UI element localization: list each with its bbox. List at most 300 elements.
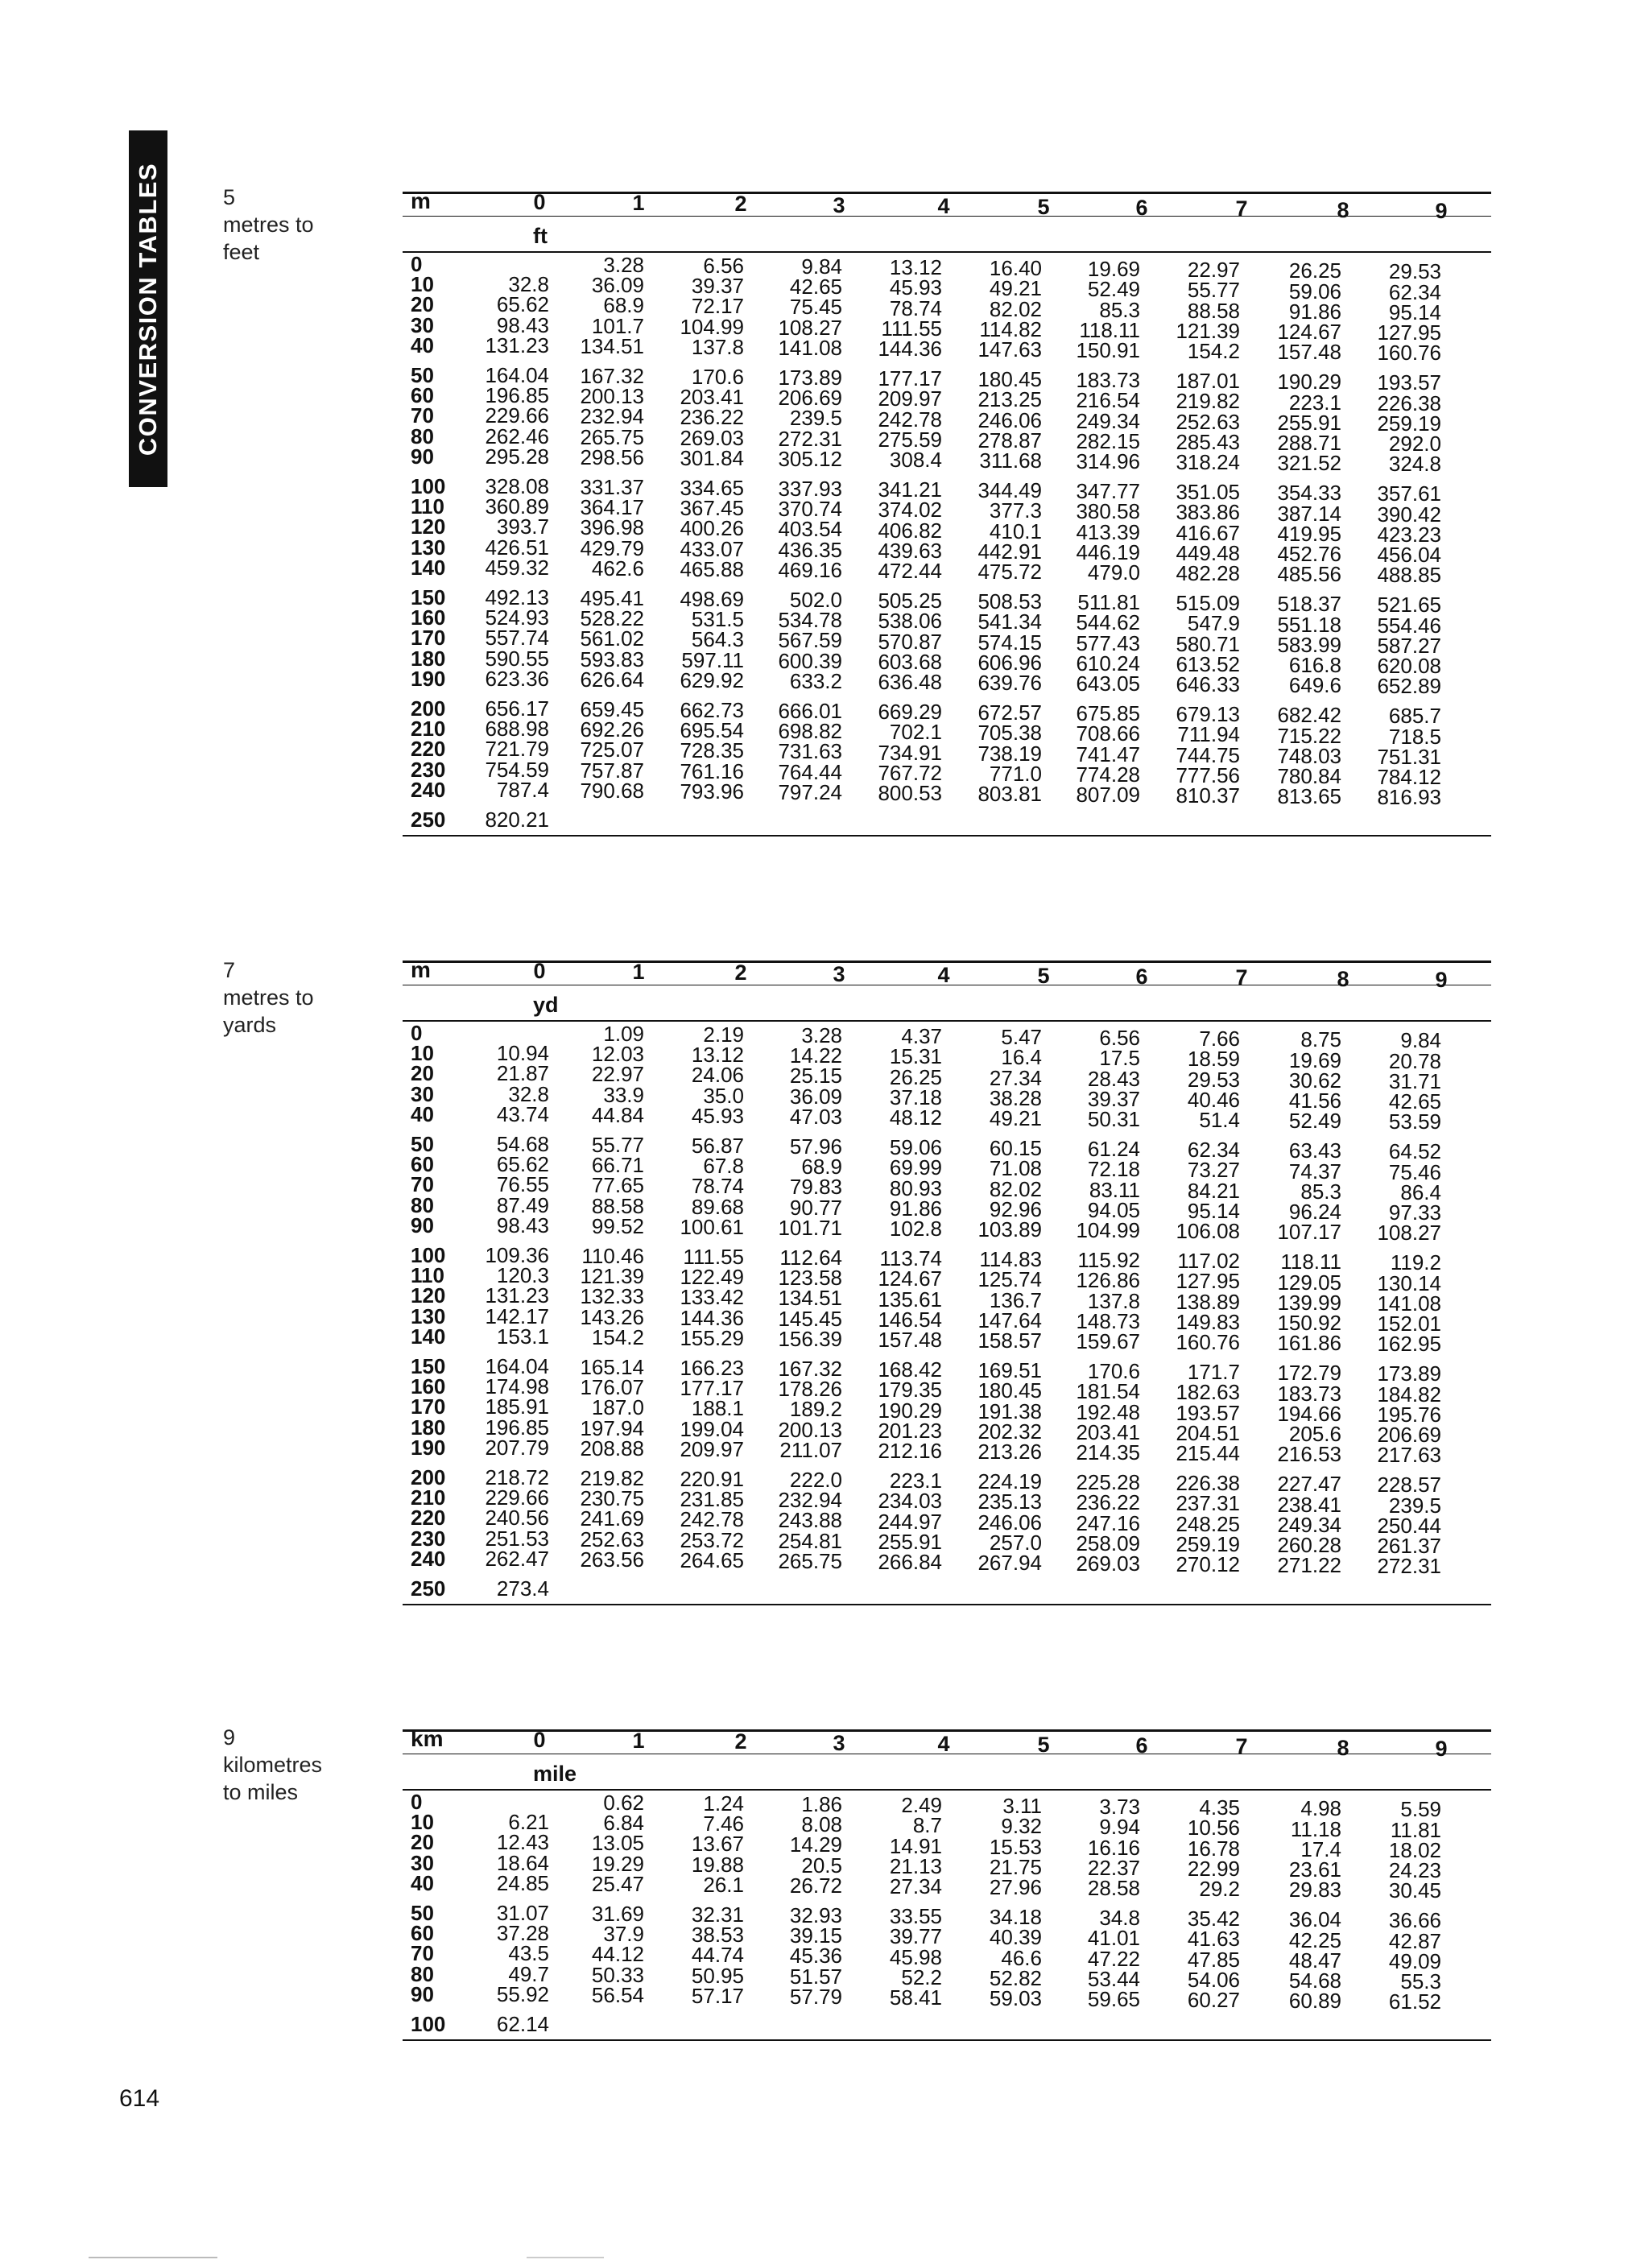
table-cell: 130.14 <box>1377 1270 1441 1295</box>
table-cell: 55.77 <box>591 1133 644 1157</box>
column-header-digit: 1 <box>632 191 645 216</box>
table-cell: 685.7 <box>1388 704 1441 729</box>
table-cell: 193.57 <box>1176 1400 1240 1425</box>
column-header-digit: 3 <box>833 961 845 986</box>
column-header-digit: 0 <box>533 190 546 214</box>
table-cell: 387.14 <box>1277 501 1341 526</box>
column-header-digit: 5 <box>1037 1733 1050 1757</box>
table-cell: 273.4 <box>496 1576 549 1601</box>
table-cell: 154.2 <box>591 1324 644 1349</box>
table-cell: 134.51 <box>580 333 644 358</box>
table-cell: 72.18 <box>1087 1157 1140 1182</box>
table-cell: 212.16 <box>878 1438 942 1463</box>
table-cell: 78.74 <box>691 1174 744 1199</box>
table-cell: 19.69 <box>1288 1047 1341 1072</box>
table-cell: 259.19 <box>1176 1531 1240 1556</box>
table-cell: 10.56 <box>1187 1816 1240 1840</box>
table-cell: 85.3 <box>1300 1179 1341 1204</box>
table-cell: 8.08 <box>801 1812 842 1837</box>
table-cell: 269.03 <box>680 425 744 450</box>
table-cell: 45.98 <box>889 1944 942 1969</box>
row-label: 60 <box>411 1921 434 1946</box>
section-tab-label: CONVERSION TABLES <box>134 162 162 456</box>
conversion-table <box>403 188 1491 840</box>
caption-line: yards <box>223 1013 277 1037</box>
table-cell: 200.13 <box>778 1417 842 1442</box>
table-cell: 505.25 <box>878 589 942 613</box>
table-cell: 258.09 <box>1076 1531 1140 1555</box>
table-cell: 36.66 <box>1388 1908 1441 1933</box>
row-label: 240 <box>411 1546 446 1571</box>
table-cell: 531.5 <box>691 607 744 632</box>
table-cell: 253.72 <box>680 1527 744 1552</box>
column-header-digit: 4 <box>937 962 950 987</box>
table-cell: 246.06 <box>977 407 1042 432</box>
column-header-digit: 1 <box>632 1729 645 1754</box>
table-cell: 288.71 <box>1277 430 1341 455</box>
table-cell: 30.62 <box>1288 1068 1341 1093</box>
table-cell: 419.95 <box>1277 521 1341 546</box>
table-cell: 498.69 <box>680 587 744 612</box>
source-unit: m <box>411 957 431 982</box>
table-cell: 544.62 <box>1076 610 1140 635</box>
table-cell: 54.68 <box>1288 1968 1341 1993</box>
table-cell: 52.49 <box>1087 277 1140 302</box>
row-label: 190 <box>411 1435 446 1460</box>
table-cell: 90.77 <box>789 1195 842 1220</box>
table-header <box>403 957 1491 993</box>
table-cell: 9.84 <box>801 254 842 279</box>
row-label: 50 <box>411 1901 434 1925</box>
table-cell: 131.23 <box>485 1283 549 1308</box>
table-cell: 160.76 <box>1176 1330 1240 1355</box>
table-cell: 4.37 <box>901 1024 942 1049</box>
table-cell: 626.64 <box>580 667 644 692</box>
table-cell: 364.17 <box>580 495 644 520</box>
table-cell: 164.04 <box>485 1354 549 1378</box>
target-unit: mile <box>533 1762 577 1786</box>
table-cell: 263.56 <box>580 1547 644 1572</box>
table-cell: 567.59 <box>778 628 842 653</box>
table-cell: 803.81 <box>977 782 1042 806</box>
table-cell: 44.74 <box>691 1943 744 1968</box>
table-cell: 173.89 <box>1377 1361 1441 1386</box>
table-cell: 218.72 <box>485 1465 549 1489</box>
table-cell: 141.08 <box>1377 1291 1441 1316</box>
table-cell: 613.52 <box>1176 651 1240 676</box>
table-cell: 33.9 <box>603 1082 644 1107</box>
table-cell: 25.15 <box>789 1064 842 1089</box>
table-cell: 26.1 <box>703 1872 744 1897</box>
column-header-digit: 3 <box>833 192 845 217</box>
row-label: 210 <box>411 717 446 742</box>
table-cell: 176.07 <box>580 1375 644 1400</box>
table-cell: 321.52 <box>1277 451 1341 476</box>
table-cell: 239.5 <box>789 406 842 431</box>
table-cell: 702.1 <box>889 720 942 745</box>
column-header-digit: 8 <box>1337 966 1349 991</box>
row-label: 20 <box>411 292 434 317</box>
table-cell: 225.28 <box>1076 1470 1140 1495</box>
table-cell: 278.87 <box>977 428 1042 452</box>
table-cell: 272.31 <box>778 426 842 451</box>
table-cell: 249.34 <box>1277 1512 1341 1537</box>
table-cell: 639.76 <box>977 671 1042 695</box>
table-caption <box>223 956 314 1039</box>
table-cell: 264.65 <box>680 1547 744 1572</box>
table-cell: 32.93 <box>789 1903 842 1928</box>
table-cell: 688.98 <box>485 717 549 742</box>
table-cell: 241.69 <box>580 1506 644 1531</box>
table-cell: 65.62 <box>496 292 549 317</box>
table-cell: 669.29 <box>878 700 942 725</box>
table-cell: 603.68 <box>878 649 942 674</box>
table-cell: 48.47 <box>1288 1948 1341 1973</box>
column-header-digit: 2 <box>734 192 747 217</box>
table-cell: 251.53 <box>485 1526 549 1551</box>
table-cell: 173.89 <box>778 366 842 390</box>
table-cell: 800.53 <box>878 780 942 805</box>
table-cell: 60.15 <box>989 1136 1042 1161</box>
table-cell: 475.72 <box>977 560 1042 584</box>
table-cell: 148.73 <box>1076 1308 1140 1333</box>
row-label: 60 <box>411 383 434 408</box>
table-cell: 266.84 <box>878 1549 942 1574</box>
table-cell: 725.07 <box>580 737 644 762</box>
table-cell: 482.28 <box>1176 561 1240 586</box>
table-cell: 201.23 <box>878 1418 942 1443</box>
table-cell: 91.86 <box>889 1196 942 1221</box>
table-cell: 135.61 <box>878 1287 942 1312</box>
table-cell: 502.0 <box>789 588 842 613</box>
table-cell: 77.65 <box>591 1173 644 1198</box>
table-cell: 787.4 <box>496 777 549 802</box>
table-cell: 49.21 <box>989 1106 1042 1130</box>
table-cell: 403.54 <box>778 517 842 542</box>
column-header-digit: 1 <box>632 960 645 985</box>
row-label: 150 <box>411 1354 446 1378</box>
table-cell: 13.12 <box>691 1043 744 1068</box>
table-cell: 518.37 <box>1277 592 1341 617</box>
table-cell: 161.86 <box>1277 1331 1341 1356</box>
table-cell: 583.99 <box>1277 632 1341 657</box>
table-cell: 20.78 <box>1388 1048 1441 1073</box>
table-cell: 187.01 <box>1176 369 1240 394</box>
table-cell: 511.81 <box>1077 590 1140 615</box>
table-cell: 267.94 <box>977 1551 1042 1575</box>
table-cell: 357.61 <box>1377 481 1441 506</box>
table-cell: 194.66 <box>1277 1401 1341 1426</box>
row-label: 130 <box>411 535 446 560</box>
row-label: 10 <box>411 1041 434 1066</box>
table-cell: 94.05 <box>1087 1197 1140 1222</box>
table-cell: 39.15 <box>789 1923 842 1948</box>
table-cell: 61.24 <box>1087 1137 1140 1162</box>
table-cell: 98.43 <box>496 312 549 337</box>
table-body <box>403 1791 1491 2044</box>
table-cell: 137.8 <box>691 334 744 359</box>
table-cell: 247.16 <box>1076 1510 1140 1535</box>
table-cell: 209.97 <box>878 386 942 411</box>
column-header-digit: 4 <box>937 193 950 218</box>
table-cell: 662.73 <box>680 698 744 723</box>
table-cell: 35.42 <box>1187 1907 1240 1931</box>
table-cell: 34.8 <box>1099 1906 1140 1931</box>
row-label: 90 <box>411 1981 434 2006</box>
table-cell: 715.22 <box>1277 723 1341 748</box>
table-cell: 224.19 <box>977 1469 1042 1494</box>
row-label: 110 <box>411 494 444 519</box>
column-header-digit: 2 <box>734 960 747 985</box>
row-label: 80 <box>411 1192 434 1217</box>
table-cell: 200.13 <box>580 384 644 409</box>
table-cell: 122.49 <box>680 1265 744 1290</box>
table-cell: 393.7 <box>496 514 549 539</box>
table-cell: 48.12 <box>889 1105 942 1130</box>
row-label: 210 <box>411 1485 446 1510</box>
table-cell: 334.65 <box>680 476 744 501</box>
table-cell: 239.5 <box>1388 1493 1441 1518</box>
table-cell: 244.97 <box>878 1509 942 1534</box>
table-cell: 49.7 <box>508 1961 549 1986</box>
row-label: 120 <box>411 514 446 539</box>
table-cell: 534.78 <box>778 608 842 633</box>
table-cell: 117.02 <box>1177 1249 1240 1274</box>
table-cell: 580.71 <box>1176 631 1240 656</box>
table-cell: 16.16 <box>1087 1835 1140 1860</box>
table-cell: 231.85 <box>680 1487 744 1512</box>
table-cell: 236.22 <box>680 405 744 430</box>
table-cell: 636.48 <box>878 669 942 694</box>
table-cell: 270.12 <box>1176 1552 1240 1577</box>
table-cell: 69.99 <box>889 1155 942 1180</box>
table-cell: 754.59 <box>485 757 549 782</box>
table-cell: 47.85 <box>1187 1947 1240 1972</box>
conversion-table <box>403 957 1491 1609</box>
table-cell: 238.41 <box>1277 1492 1341 1517</box>
table-cell: 711.94 <box>1177 722 1240 747</box>
row-label: 0 <box>411 1790 423 1814</box>
table-cell: 255.91 <box>1277 410 1341 435</box>
table-cell: 167.32 <box>778 1357 842 1382</box>
column-header-digit: 6 <box>1135 196 1148 221</box>
row-label: 140 <box>411 1324 446 1349</box>
row-label: 220 <box>411 1506 446 1531</box>
table-cell: 91.86 <box>1288 299 1341 324</box>
table-cell: 377.3 <box>989 498 1042 523</box>
table-cell: 72.17 <box>691 294 744 319</box>
row-label: 30 <box>411 1850 434 1875</box>
table-cell: 21.75 <box>989 1854 1042 1879</box>
table-cell: 42.65 <box>789 275 842 300</box>
table-cell: 390.42 <box>1377 502 1441 527</box>
table-cell: 108.27 <box>778 315 842 340</box>
section-tab <box>129 130 167 487</box>
table-cell: 282.15 <box>1076 428 1140 453</box>
table-cell: 731.63 <box>778 739 842 764</box>
row-label: 230 <box>411 1526 446 1551</box>
row-label: 220 <box>411 737 446 762</box>
table-cell: 590.55 <box>485 646 549 671</box>
table-cell: 459.32 <box>485 555 549 580</box>
row-label: 40 <box>411 333 434 357</box>
row-label: 250 <box>411 1576 446 1601</box>
table-cell: 331.37 <box>580 475 644 499</box>
column-header-digit: 0 <box>533 1728 546 1752</box>
table-cell: 577.43 <box>1076 630 1140 655</box>
table-cell: 465.88 <box>680 556 744 581</box>
table-cell: 208.88 <box>580 1436 644 1460</box>
table-cell: 439.63 <box>878 538 942 563</box>
table-cell: 557.74 <box>485 626 549 651</box>
table-cell: 351.05 <box>1176 480 1240 505</box>
row-label: 180 <box>411 646 446 671</box>
table-cell: 18.02 <box>1388 1837 1441 1862</box>
table-cell: 9.32 <box>1001 1814 1042 1839</box>
table-cell: 111.55 <box>683 1245 744 1270</box>
table-cell: 2.19 <box>703 1022 744 1047</box>
table-cell: 65.62 <box>496 1152 549 1177</box>
table-cell: 79.83 <box>789 1175 842 1200</box>
table-cell: 63.43 <box>1288 1138 1341 1163</box>
table-cell: 623.36 <box>485 666 549 691</box>
table-cell: 620.08 <box>1377 654 1441 679</box>
table-cell: 104.99 <box>1076 1218 1140 1243</box>
row-label: 200 <box>411 1465 446 1489</box>
table-cell: 155.29 <box>680 1325 744 1350</box>
column-header-digit: 9 <box>1435 967 1448 992</box>
table-cell: 249.34 <box>1076 408 1140 433</box>
source-unit: km <box>411 1726 444 1751</box>
table-cell: 35.0 <box>703 1083 744 1108</box>
table-cell: 442.91 <box>977 539 1042 564</box>
table-cell: 157.48 <box>1277 340 1341 365</box>
table-cell: 165.14 <box>580 1355 644 1379</box>
table-cell: 27.96 <box>989 1875 1042 1899</box>
table-cell: 462.6 <box>591 556 644 580</box>
table-cell: 692.26 <box>580 717 644 742</box>
column-header-digit: 5 <box>1037 195 1050 219</box>
table-cell: 50.95 <box>691 1963 744 1988</box>
table-cell: 26.25 <box>1288 258 1341 283</box>
table-cell: 36.04 <box>1288 1907 1341 1932</box>
table-cell: 37.18 <box>889 1084 942 1109</box>
table-cell: 18.64 <box>496 1850 549 1875</box>
table-cell: 232.94 <box>580 404 644 429</box>
table-bottom-rule <box>403 2039 1491 2041</box>
table-cell: 235.13 <box>977 1489 1042 1514</box>
table-cell: 43.5 <box>508 1941 549 1966</box>
column-header-digit: 4 <box>937 1731 950 1756</box>
table-cell: 59.03 <box>989 1986 1042 2010</box>
table-cell: 206.69 <box>778 386 842 411</box>
table-cell: 136.7 <box>989 1287 1042 1312</box>
table-cell: 593.83 <box>580 647 644 671</box>
table-cell: 88.58 <box>1187 298 1240 323</box>
table-cell: 37.28 <box>496 1921 549 1946</box>
table-cell: 39.77 <box>889 1924 942 1949</box>
table-cell: 131.23 <box>485 333 549 357</box>
row-label: 110 <box>411 1263 444 1288</box>
row-label: 10 <box>411 272 434 297</box>
table-cell: 748.03 <box>1277 743 1341 768</box>
table-cell: 54.06 <box>1187 1967 1240 1992</box>
column-header-digit: 6 <box>1135 965 1148 989</box>
table-cell: 19.29 <box>591 1851 644 1876</box>
table-cell: 36.09 <box>591 273 644 298</box>
table-cell: 38.28 <box>989 1085 1042 1110</box>
table-cell: 341.21 <box>878 477 942 502</box>
table-cell: 68.9 <box>603 293 644 318</box>
table-cell: 314.96 <box>1076 449 1140 474</box>
table-cell: 197.94 <box>580 1415 644 1440</box>
table-cell: 50.31 <box>1087 1107 1140 1132</box>
table-cell: 456.04 <box>1377 543 1441 568</box>
table-cell: 127.95 <box>1176 1269 1240 1294</box>
table-cell: 75.45 <box>789 295 842 320</box>
table-cell: 561.02 <box>580 626 644 651</box>
table-cell: 61.52 <box>1388 1989 1441 2014</box>
table-cell: 177.17 <box>680 1376 744 1401</box>
table-body <box>403 253 1491 840</box>
table-cell: 780.84 <box>1277 763 1341 788</box>
table-cell: 159.67 <box>1076 1329 1140 1354</box>
table-cell: 30.45 <box>1388 1878 1441 1903</box>
table-cell: 25.47 <box>591 1871 644 1896</box>
row-label: 80 <box>411 1961 434 1986</box>
table-cell: 71.08 <box>989 1156 1042 1181</box>
table-cell: 774.28 <box>1076 762 1140 787</box>
table-cell: 53.59 <box>1388 1109 1441 1134</box>
table-cell: 111.55 <box>881 316 942 341</box>
table-cell: 600.39 <box>778 648 842 673</box>
table-cell: 134.51 <box>778 1286 842 1311</box>
column-header-digit: 6 <box>1135 1733 1148 1758</box>
target-unit: ft <box>533 224 548 248</box>
target-unit-row <box>403 1762 1491 1791</box>
table-cell: 257.0 <box>989 1530 1042 1555</box>
table-cell: 446.19 <box>1076 539 1140 564</box>
table-cell: 682.42 <box>1277 703 1341 728</box>
table-cell: 21.13 <box>889 1853 942 1878</box>
table-cell: 679.13 <box>1176 702 1240 727</box>
table-cell: 232.94 <box>778 1488 842 1513</box>
row-label: 60 <box>411 1152 434 1177</box>
row-label: 250 <box>411 808 446 832</box>
table-cell: 153.1 <box>496 1324 549 1349</box>
table-cell: 34.18 <box>989 1905 1042 1930</box>
table-cell: 6.84 <box>603 1811 644 1836</box>
table-cell: 816.93 <box>1377 785 1441 810</box>
table-cell: 145.45 <box>778 1306 842 1331</box>
table-cell: 41.63 <box>1187 1927 1240 1952</box>
table-cell: 606.96 <box>977 650 1042 675</box>
table-cell: 242.78 <box>680 1507 744 1532</box>
column-header-digit: 0 <box>533 959 546 983</box>
table-cell: 528.22 <box>580 606 644 631</box>
row-label: 70 <box>411 403 434 428</box>
table-cell: 12.43 <box>496 1830 549 1855</box>
table-cell: 429.79 <box>580 535 644 560</box>
table-cell: 741.47 <box>1076 742 1140 766</box>
table-cell: 784.12 <box>1377 765 1441 790</box>
table-cell: 141.08 <box>778 335 842 360</box>
table-cell: 8.75 <box>1300 1027 1341 1052</box>
table-cell: 8.7 <box>912 1813 942 1838</box>
table-cell: 183.73 <box>1076 368 1140 393</box>
table-cell: 144.36 <box>878 336 942 361</box>
table-cell: 82.02 <box>989 296 1042 321</box>
